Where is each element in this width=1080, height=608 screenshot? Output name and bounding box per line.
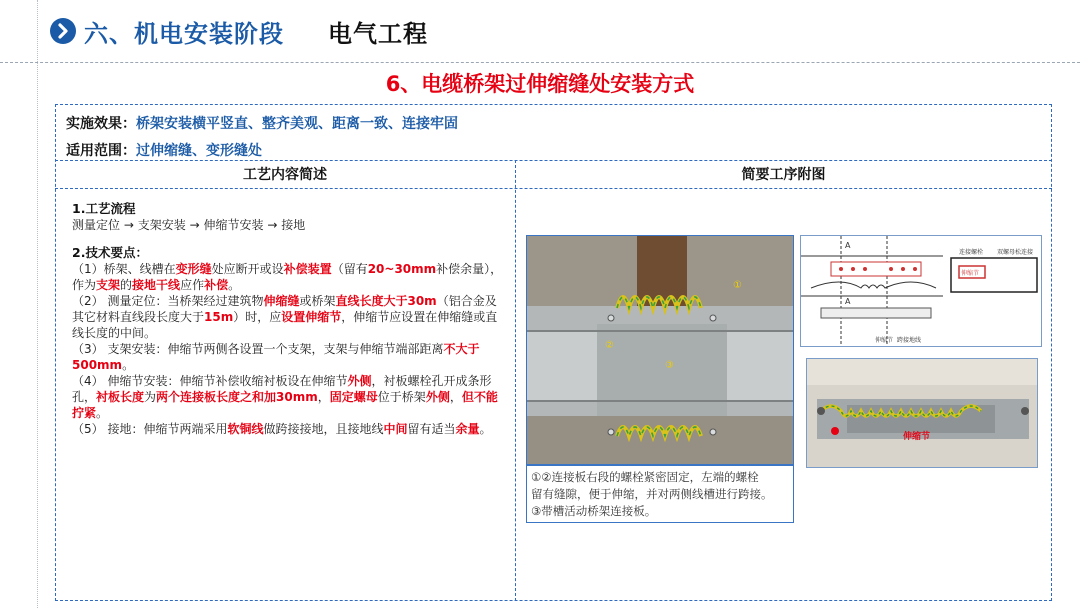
point-2: （2） 测量定位：当桥架经过建筑物伸缩缝或桥架直线长度大于30m（铝合金及其它材料直线段长度大于15m）时，应设置伸缩节，伸缩节应设置在伸缩缝或直线长度的中间。 xyxy=(72,294,498,340)
scope-value: 过伸缩缝、变形缝处 xyxy=(136,143,262,159)
point-5: （5） 接地：伸缩节两端采用软铜线做跨接接地，且接地线中间留有适当余量。 xyxy=(72,422,492,436)
arrow-icon: → xyxy=(267,218,278,232)
chevron-right-icon xyxy=(50,18,76,44)
section-subtitle: 电气工程 xyxy=(328,20,428,48)
photo-marker-2: ② xyxy=(605,340,614,351)
effect-row xyxy=(66,113,458,133)
photo-label: 伸缩节 xyxy=(903,432,931,442)
left-column-header: 工艺内容简述 xyxy=(243,167,327,183)
section-mark: A xyxy=(845,297,851,306)
flow-step: 支架安装 xyxy=(137,218,186,232)
arrow-icon: → xyxy=(123,218,134,232)
photo-marker-1: ① xyxy=(733,280,742,291)
right-column-header: 简要工序附图 xyxy=(741,167,826,183)
diagram-label: 伸缩节 xyxy=(961,270,980,277)
arrow-icon: → xyxy=(189,218,200,232)
flow-step: 接地 xyxy=(281,218,306,232)
effect-value: 桥架安装横平竖直、整齐美观、距离一致、连接牢固 xyxy=(136,116,458,132)
diagram-label: 连接螺栓 xyxy=(959,249,984,256)
process-flow xyxy=(72,217,508,233)
point-3: （3） 支架安装：伸缩节两侧各设置一个支架，支架与伸缩节端部距离不大于500mm。 xyxy=(72,342,480,372)
flow-step: 伸缩节安装 xyxy=(203,218,264,232)
diagram-label: 跨接地线 xyxy=(897,337,922,344)
expansion-piece-photo xyxy=(806,358,1038,468)
diagram-label: 伸缩节 xyxy=(875,337,894,344)
flow-step: 测量定位 xyxy=(72,218,121,232)
point-1: （1）桥架、线槽在变形缝处应断开或设补偿装置（留有20~30mm补偿余量），作为支架的接地干线应作补偿。 xyxy=(72,262,503,292)
section-title: 六、机电安装阶段 xyxy=(84,20,284,48)
diagram-label: 双螺母松连接 xyxy=(997,249,1034,256)
points-heading: 2.技术要点： xyxy=(72,245,148,260)
column-divider xyxy=(515,160,516,601)
photo-marker-3: ③ xyxy=(665,360,674,371)
effect-label: 实施效果： xyxy=(66,116,136,132)
scope-label: 适用范围： xyxy=(66,143,136,159)
point-4: （4） 伸缩节安装：伸缩节补偿收缩衬板设在伸缩节外侧，衬板螺栓孔开成条形孔，衬板长度为两个连接板长度之和加30mm，固定螺母位于桥架外侧，但不能拧紧。 xyxy=(72,374,498,420)
process-heading: 1.工艺流程 xyxy=(72,201,136,216)
scope-row xyxy=(66,140,262,160)
process-description xyxy=(72,201,508,437)
table-divider xyxy=(55,188,1052,189)
table-divider xyxy=(55,160,1052,161)
page-title: 6、电缆桥架过伸缩缝处安装方式 xyxy=(385,72,695,96)
header-divider xyxy=(0,62,1080,63)
expansion-joint-photo xyxy=(526,235,794,465)
section-mark: A xyxy=(845,241,851,250)
expansion-joint-diagram xyxy=(800,235,1042,347)
figure-caption: ①②连接板右段的螺栓紧密固定，左端的螺栓 留有缝隙，便于伸缩，并对两侧线槽进行跨接。 ③带槽活动桥架连接板。 xyxy=(526,465,794,523)
